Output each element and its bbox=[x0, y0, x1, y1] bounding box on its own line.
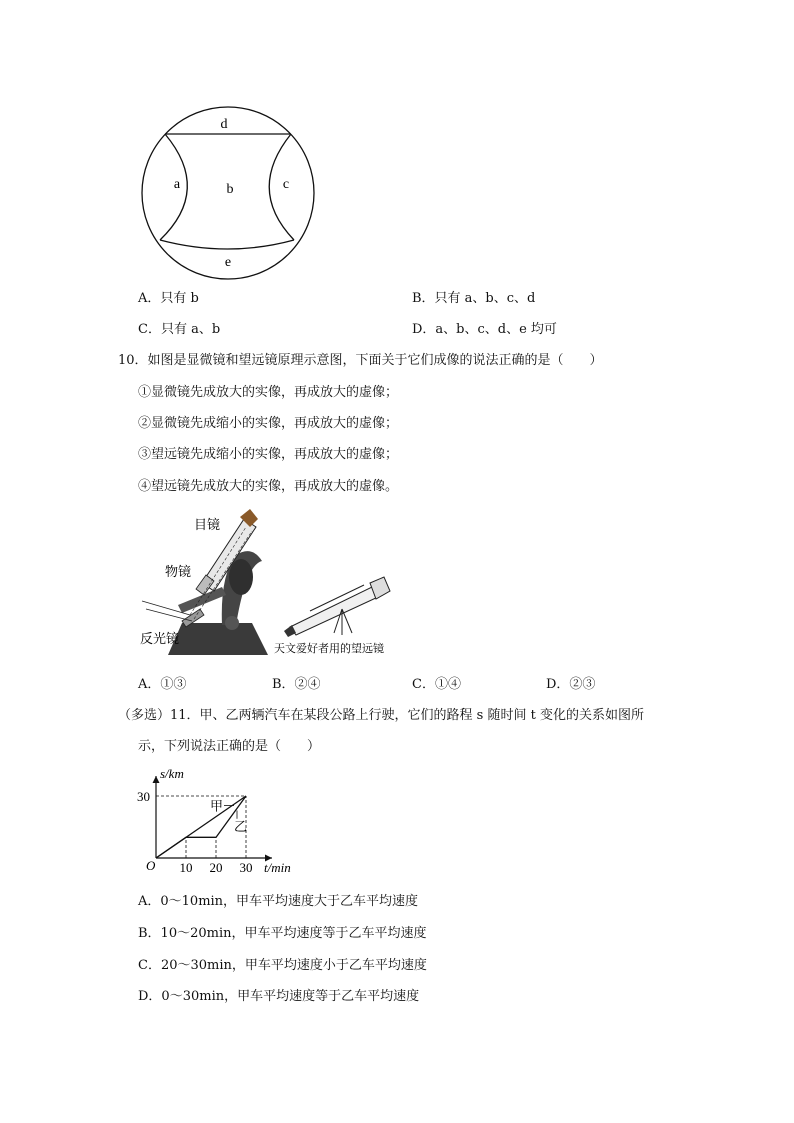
bottom-curve bbox=[160, 240, 294, 249]
y-axis-label: s/km bbox=[160, 766, 184, 781]
q10-option-d: D．②③ bbox=[546, 677, 596, 692]
q11-stem-line2: 示，下列说法正确的是（ ） bbox=[138, 739, 321, 754]
q11-option-c: C．20～30min，甲车平均速度小于乙车平均速度 bbox=[138, 958, 427, 973]
q11-option-a: A．0～10min，甲车平均速度大于乙车平均速度 bbox=[138, 894, 419, 909]
microscope-illustration bbox=[0, 505, 794, 685]
objective-label: 物镜 bbox=[165, 565, 192, 580]
x-tick-label: 30 bbox=[239, 860, 253, 875]
q10-statement-2: ②显微镜先成缩小的实像，再成放大的虚像； bbox=[138, 416, 399, 431]
q10-stem: 10．如图是显微镜和望远镜原理示意图，下面关于它们成像的说法正确的是（ ） bbox=[118, 353, 603, 368]
q10-statement-3: ③望远镜先成缩小的实像，再成放大的虚像； bbox=[138, 447, 399, 462]
q9-option-d: D．a、b、c、d、e 均可 bbox=[412, 322, 557, 337]
q10-option-a: A．①③ bbox=[138, 677, 187, 692]
series-label-jia: 甲 bbox=[210, 799, 224, 815]
right-arc bbox=[269, 134, 294, 240]
label-d: d bbox=[220, 117, 228, 132]
x-axis-label: t/min bbox=[264, 860, 291, 875]
q11-option-d: D．0～30min，甲车平均速度等于乙车平均速度 bbox=[138, 989, 420, 1004]
q9-option-b: B．只有 a、b、c、d bbox=[412, 291, 536, 306]
eyepiece-label: 目镜 bbox=[194, 518, 221, 533]
telescope-tube bbox=[290, 587, 378, 635]
series-label-yi: 乙 bbox=[234, 819, 248, 835]
label-a: a bbox=[173, 177, 181, 192]
y-tick-label: 30 bbox=[137, 789, 150, 804]
label-c: c bbox=[282, 177, 290, 192]
q10-option-b: B．②④ bbox=[272, 677, 321, 692]
origin-label: O bbox=[146, 858, 156, 873]
q10-option-c: C．①④ bbox=[412, 677, 461, 692]
label-b: b bbox=[226, 182, 234, 197]
q9-option-c: C．只有 a、b bbox=[138, 322, 221, 337]
focus-knob bbox=[225, 616, 239, 630]
label-e: e bbox=[224, 255, 232, 270]
tripod-leg-3 bbox=[342, 609, 352, 633]
mirror-label: 反光镜 bbox=[140, 632, 180, 647]
q11-stem-line1: （多选）11．甲、乙两辆汽车在某段公路上行驶，它们的路程 s 随时间 t 变化的关系如图所 bbox=[118, 708, 644, 723]
q10-statement-1: ①显微镜先成放大的实像，再成放大的虚像； bbox=[138, 385, 399, 400]
telescope-caption: 天文爱好者用的望远镜 bbox=[274, 642, 384, 655]
x-tick-label: 20 bbox=[209, 860, 223, 875]
x-tick-label: 10 bbox=[179, 860, 193, 875]
microscope-base bbox=[168, 623, 268, 655]
q11-option-b: B．10～20min，甲车平均速度等于乙车平均速度 bbox=[138, 926, 427, 941]
arm-knob bbox=[229, 559, 253, 595]
q10-statement-4: ④望远镜先成放大的实像，再成放大的虚像。 bbox=[138, 479, 399, 494]
q9-option-a: A．只有 b bbox=[138, 291, 199, 306]
q11-distance-time-chart bbox=[0, 762, 794, 882]
q9-region-diagram bbox=[0, 0, 794, 300]
